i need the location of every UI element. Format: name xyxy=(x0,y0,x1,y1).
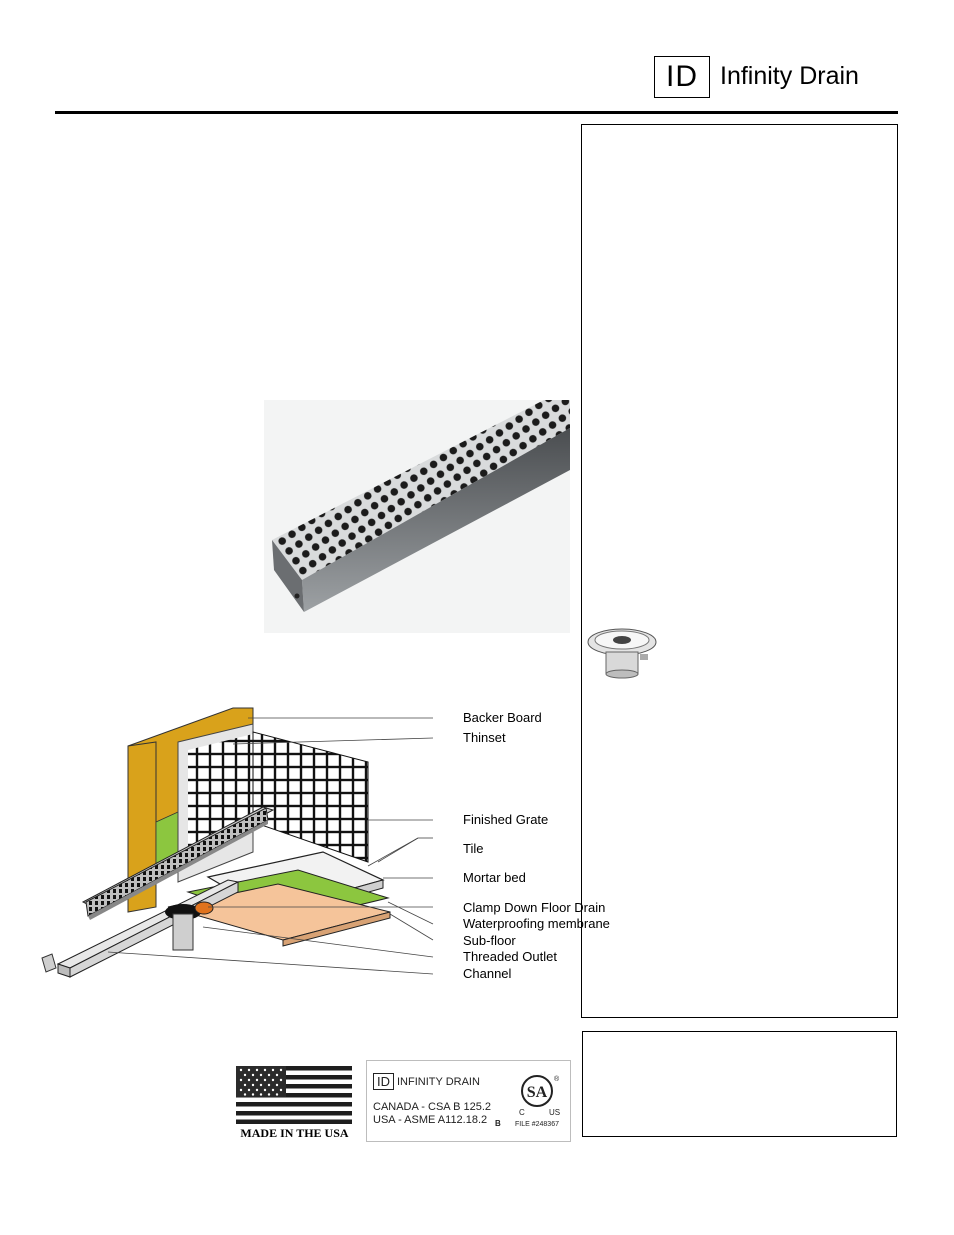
perforated-grate-image xyxy=(264,400,570,633)
callout-sub-floor: Sub-floor xyxy=(463,933,516,948)
perforated-grate-illustration xyxy=(264,400,570,633)
callout-channel: Channel xyxy=(463,966,512,981)
header-rule xyxy=(55,111,898,114)
floor-drain-image xyxy=(586,620,681,684)
csa-mark-text: SA xyxy=(526,1084,548,1101)
cert-file-number: FILE #248367 xyxy=(515,1121,559,1128)
csa-mark-icon xyxy=(517,1073,565,1121)
callout-mortar-bed: Mortar bed xyxy=(463,870,526,885)
callout-backer-board: Backer Board xyxy=(463,710,542,725)
csa-us-label: US xyxy=(549,1108,561,1117)
cert-usa-standard: USA - ASME A112.18.2 xyxy=(373,1114,488,1126)
callout-tile: Tile xyxy=(463,841,484,856)
cert-brand-name: INFINITY DRAIN xyxy=(397,1075,480,1088)
logo-mark: ID xyxy=(654,56,710,98)
callout-clamp-down-floor-drain: Clamp Down Floor Drain xyxy=(463,900,606,915)
csa-c-label: C xyxy=(519,1108,525,1117)
csa-registered: ® xyxy=(554,1076,560,1083)
callout-thinset: Thinset xyxy=(463,730,506,745)
certification-label xyxy=(366,1060,571,1142)
spec-panel xyxy=(581,124,898,1018)
installation-diagram xyxy=(28,702,610,1000)
cert-logo-mark: ID xyxy=(373,1073,394,1090)
cert-brand xyxy=(373,1073,480,1090)
brand-name: Infinity Drain xyxy=(720,62,859,90)
cert-b-mark: B xyxy=(495,1119,501,1128)
callout-waterproofing-membrane: Waterproofing membrane xyxy=(463,916,610,931)
notes-panel xyxy=(582,1031,897,1137)
floor-drain-illustration xyxy=(586,620,681,684)
made-in-usa-caption: MADE IN THE USA xyxy=(240,1126,349,1140)
usa-flag-icon xyxy=(236,1066,352,1124)
cert-canada-standard: CANADA - CSA B 125.2 xyxy=(373,1101,491,1113)
callout-finished-grate: Finished Grate xyxy=(463,812,549,827)
callout-threaded-outlet: Threaded Outlet xyxy=(463,949,557,964)
